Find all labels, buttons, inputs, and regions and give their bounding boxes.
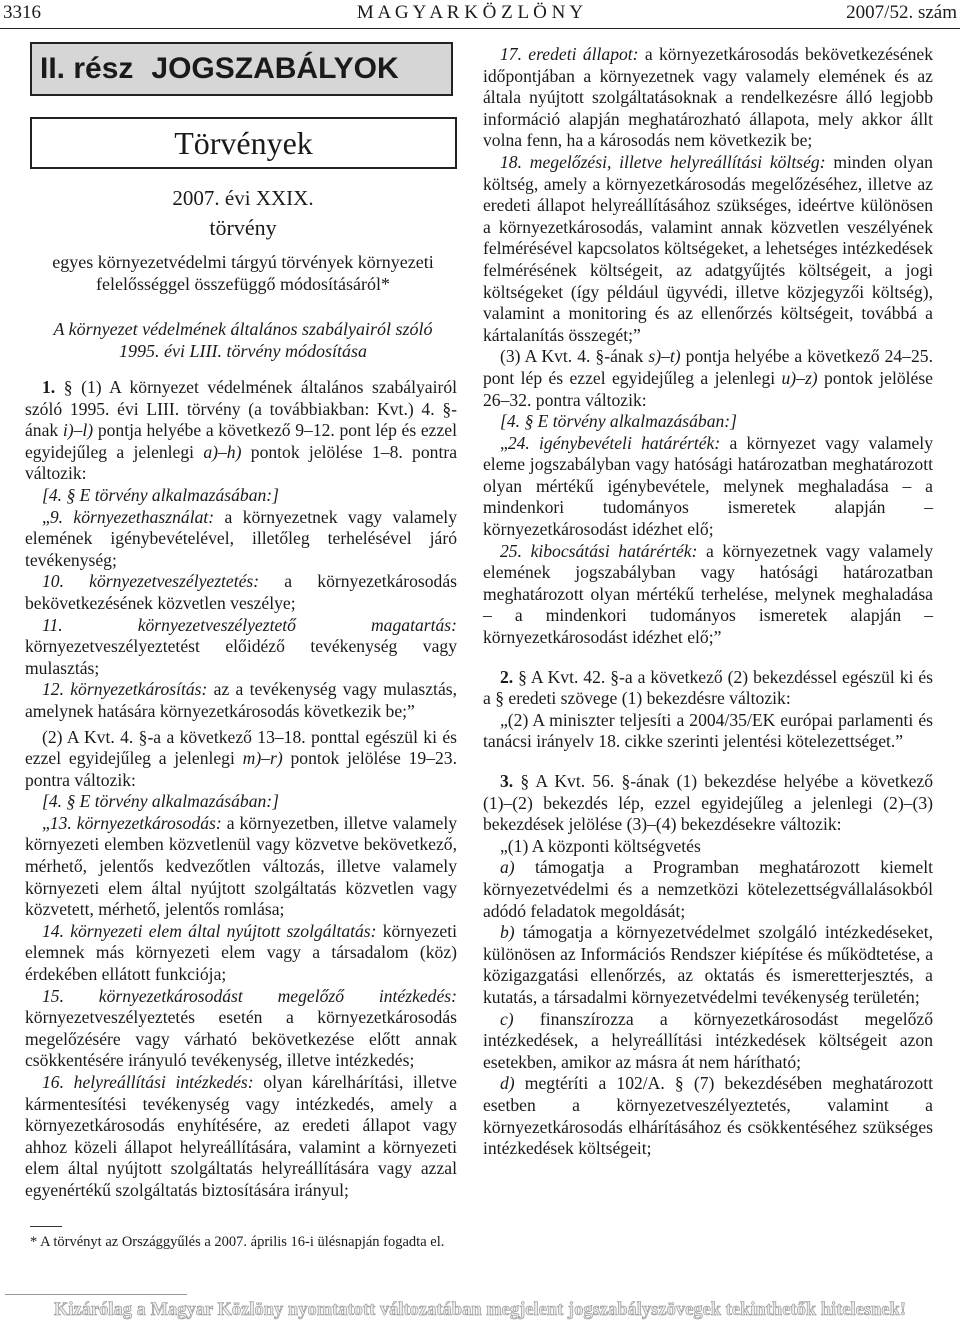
scope-note	[483, 411, 933, 433]
paragraph-text: (3) A Kvt. 4. §-ának	[500, 346, 649, 367]
definition-text: a környezetben, illetve valamely környezeti elemben közvetlenül vagy közvetve bekövetkező, mérhető, jelentős kedvezőtlen változás, illetve valamely környezeti elem által nyújtott szolgáltatás közvetlen vagy közvetett, mérhető, jelentős romlása;	[25, 812, 458, 920]
definition-text: olyan kárelhárítási, illetve kármentesítési tevékenység vagy intézkedés, amely a környezetkárosodás enyhítésére, az eredeti állapot vagy ahhoz közeli állapot helyreállítására, valamint a környezeti elem által nyújtott szolgáltatás helyreállítására vagy azzal egyenértékű szolgáltatás biztosítására irányul;	[25, 1072, 457, 1200]
subsection-paragraph	[25, 727, 457, 792]
definition-term: 11. környezetveszélyeztető magatartás:	[42, 614, 457, 635]
point-reference: a)–h)	[203, 441, 242, 462]
list-item	[483, 857, 933, 922]
scope-note-text: [4. § E törvény alkalmazásában:]	[500, 411, 738, 432]
definition-term: 17. eredeti állapot:	[500, 44, 639, 64]
running-header	[0, 0, 960, 29]
definition-text: a környezet vagy valamely eleme jogszabályban vagy hatósági határozatban meghatározott olyan mértékű igénybevétele, melynek meghaladása – a mindenkori tudományos ismeretek alapján – környezetkárosodást idézhet elő;	[483, 432, 933, 540]
definition-term: 24. igénybevételi határérték:	[507, 432, 721, 453]
footnote-divider	[30, 1226, 62, 1227]
item-text: támogatja a környezetvédelmet szolgáló intézkedéseket, különösen az Információs Rendszer kiépítése és működtetése, a közigazgatási ellenőrzés, az oktatás és ismeretterjesztés, a kutatás, a társadalmi környezetvédelmi tevékenység területén;	[483, 922, 933, 1007]
paragraph-text: pontok jelölése 1–8. pontra változik:	[25, 441, 458, 484]
definition	[25, 507, 457, 572]
item-text: megtéríti a 102/A. § (7) bekezdésében meghatározott esetben a környezetveszélyeztetés, valamint a környezetkárosodás elhárításához és csökkentéséhez szükséges intézkedések költségeit;	[483, 1073, 933, 1159]
item-label: b)	[500, 922, 515, 943]
definition	[25, 679, 457, 722]
paragraph-text: pontja helyébe a következő 24–25. pont lép és ezzel egyidejűleg a jelenlegi	[483, 346, 934, 388]
definition-term: 9. környezethasználat:	[49, 506, 215, 527]
list-item	[483, 1009, 933, 1074]
law-title-line: egyes környezetvédelmi tárgyú törvények környezeti	[52, 252, 434, 272]
definition-term: 16. helyreállítási intézkedés:	[42, 1072, 254, 1092]
point-reference: m)–r)	[242, 748, 283, 769]
definition-term: 18. megelőzési, illetve helyreállítási költség:	[500, 151, 826, 172]
definition	[483, 44, 933, 152]
item-text: támogatja a Programban meghatározott kiemelt környezetvédelmi és a nemzetközi kötelezettségvállalásokból adódó feladatok megoldását;	[483, 857, 933, 921]
authenticity-notice: Kizárólag a Magyar Közlöny nyomtatott változatában megjelent jogszabályszövegek tekinthetők hitelesnek!	[53, 1300, 907, 1320]
scope-note-text: [4. § E törvény alkalmazásában:]	[42, 484, 280, 505]
subsection-paragraph	[483, 346, 933, 411]
definition	[25, 615, 457, 680]
definition-term: 14. környezeti elem által nyújtott szolgáltatás:	[42, 920, 377, 941]
paragraph-text: (2) A Kvt. 4. §-a a következő 13–18. ponttal egészül ki és ezzel egyidejűleg a jelenlegi	[25, 726, 457, 769]
item-label: a)	[500, 857, 515, 878]
definition-term: 25. kibocsátási határérték:	[500, 540, 698, 561]
paragraph-text: § (1) A környezet védelmének általános szabályairól szóló 1995. évi LIII. törvény (a továbbiakban: Kvt.) 4. §-ának	[25, 377, 457, 441]
list-item	[483, 922, 933, 1008]
law-number: 2007. évi XXIX.	[172, 186, 314, 210]
section-paragraph	[25, 377, 457, 485]
footer-divider	[5, 1294, 187, 1295]
part-banner	[30, 42, 453, 96]
item-text: finanszírozza a környezetkárosodást megelőző intézkedések, a helyreállítási intézkedések költségeit azon esetekben, amikor az másra át nem hárítható;	[483, 1008, 933, 1072]
definition-term: 10. környezetveszélyeztetés:	[42, 571, 260, 592]
right-column	[483, 44, 933, 1160]
law-title-line: felelősséggel összefüggő módosításáról*	[96, 273, 390, 294]
paragraph-text: pontok jelölése 19–23. pontra változik:	[25, 748, 457, 790]
point-reference: s)–t)	[648, 346, 681, 367]
definition	[25, 986, 457, 1072]
section-number: 1.	[42, 377, 56, 397]
footnote: * A törvényt az Országgyűlés a 2007. április 16-i ülésnapján fogadta el.	[30, 1233, 445, 1250]
issue-number: 2007/52. szám	[846, 2, 957, 23]
definition-text: környezetveszélyeztetés esetén a környezetkárosodás megelőzésére vagy várható bekövetkezése előtt annak csökkentésére irányuló tevékenység, illetve intézkedés;	[25, 1007, 457, 1071]
opening-quote: „	[500, 432, 508, 453]
scope-note	[25, 791, 457, 813]
definition-text: az a tevékenység vagy mulasztás, amelynek hatására környezetkárosodás következik be;”	[25, 679, 457, 721]
list-item	[483, 1073, 933, 1159]
definition-term: 15. környezetkárosodást megelőző intézkedés:	[42, 985, 457, 1006]
section-paragraph	[483, 771, 933, 836]
definition	[483, 541, 933, 649]
paragraph-text: pontja helyébe a következő 9–12. pont lép és ezzel egyidejűleg a jelenlegi	[25, 420, 457, 462]
opening-quote: „	[42, 812, 50, 833]
definition	[25, 813, 457, 921]
definition	[25, 921, 457, 986]
item-label: d)	[500, 1073, 515, 1094]
journal-title: M A G Y A R K Ö Z L Ö N Y	[356, 2, 584, 23]
definition	[25, 1072, 457, 1202]
part-label: II. rész	[40, 52, 134, 85]
section-number: 2.	[500, 666, 514, 687]
definition-text: környezetveszélyeztetést előidéző tevékenység vagy mulasztás;	[25, 636, 457, 678]
opening-quote: „	[42, 506, 50, 527]
page-number: 3316	[3, 2, 41, 23]
item-label: c)	[500, 1008, 514, 1029]
law-type: törvény	[209, 215, 277, 240]
definition	[483, 152, 933, 346]
category-heading: Törvények	[30, 117, 457, 169]
definition	[25, 571, 457, 614]
definition-text: a környezetkárosodás bekövetkezésének közvetlen veszélye;	[25, 571, 457, 613]
definition-text: a környezetnek vagy valamely elemének igénybevételével, illetőleg terhelésével járó tevékenység;	[25, 506, 457, 570]
law-title	[25, 252, 461, 295]
part-title: JOGSZABÁLYOK	[151, 52, 399, 85]
definition-text: a környezetnek vagy valamely elemének jogszabályban vagy hatósági határozatban meghatározott olyan mértékű terhelése, melynek meghaladása – a mindenkori tudományos ismeretek alapján – környezetkárosodást idézhet elő;”	[483, 540, 933, 648]
section-number: 3.	[500, 771, 514, 791]
definition	[483, 433, 933, 541]
left-column	[25, 377, 457, 1251]
definition-term: 13. környezetkárosodás:	[49, 812, 222, 833]
paragraph-text: pontok jelölése 26–32. pontra változik:	[483, 367, 933, 410]
paragraph-text: § A Kvt. 56. §-ának (1) bekezdése helyébe a következő (1)–(2) bekezdés lép, ezzel egyidejűleg a jelenlegi (2)–(3) bekezdések jelölése (3)–(4) bekezdésekre változik:	[483, 771, 933, 835]
scope-note-text: [4. § E törvény alkalmazásában:]	[42, 791, 280, 812]
section-paragraph	[483, 667, 933, 710]
paragraph-text: § A Kvt. 42. §-a a következő (2) bekezdéssel egészül ki és a § eredeti szövege (1) bekezdésre változik:	[483, 666, 933, 709]
scope-note	[25, 485, 457, 507]
definition-text: környezeti elemnek más környezeti elem vagy a társadalom (köz) érdekében ellátott funkciója;	[25, 920, 457, 985]
point-reference: u)–z)	[781, 367, 818, 388]
definition-term: 12. környezetkárosítás:	[42, 679, 208, 700]
amendment-text: „(2) A miniszter teljesíti a 2004/35/EK európai parlamenti és tanácsi irányelv 18. cikke szerinti jelentési kötelezettséget.”	[483, 709, 933, 752]
law-subtitle-line: 1995. évi LIII. törvény módosítása	[119, 340, 367, 361]
definition-text: a környezetkárosodás bekövetkezésének időpontjában a környezetnek vagy valamely elemének és az általa nyújtott szolgáltatásoknak a rendelkezésre álló legjobb információ alapján meghatározható állapota, mely akkor állt volna fenn, ha a károsodás nem következik be;	[483, 44, 933, 151]
law-subtitle	[25, 319, 461, 362]
amendment-intro: „(1) A központi költségvetés	[500, 835, 701, 856]
law-subtitle-line: A környezet védelmének általános szabályairól szóló	[53, 319, 433, 339]
point-reference: i)–l)	[62, 420, 94, 441]
definition-text: minden olyan költség, amely a környezetkárosodás megelőzéséhez, illetve az eredeti állapot helyreállításához szükséges, ideértve különösen a környezetkárosodás, valamint annak közvetlen veszélyének felmérésével kapcsolatos költségeket, a lehetséges intézkedések felmérésének költségeit, az adatgyűjtés költségeit, a jogi költségeket (így például ügyvédi, illetve közjegyzői költség), valamint a monitoring és az ellenőrzés költségeit, továbbá a kártalanítás összegét;”	[483, 151, 933, 345]
